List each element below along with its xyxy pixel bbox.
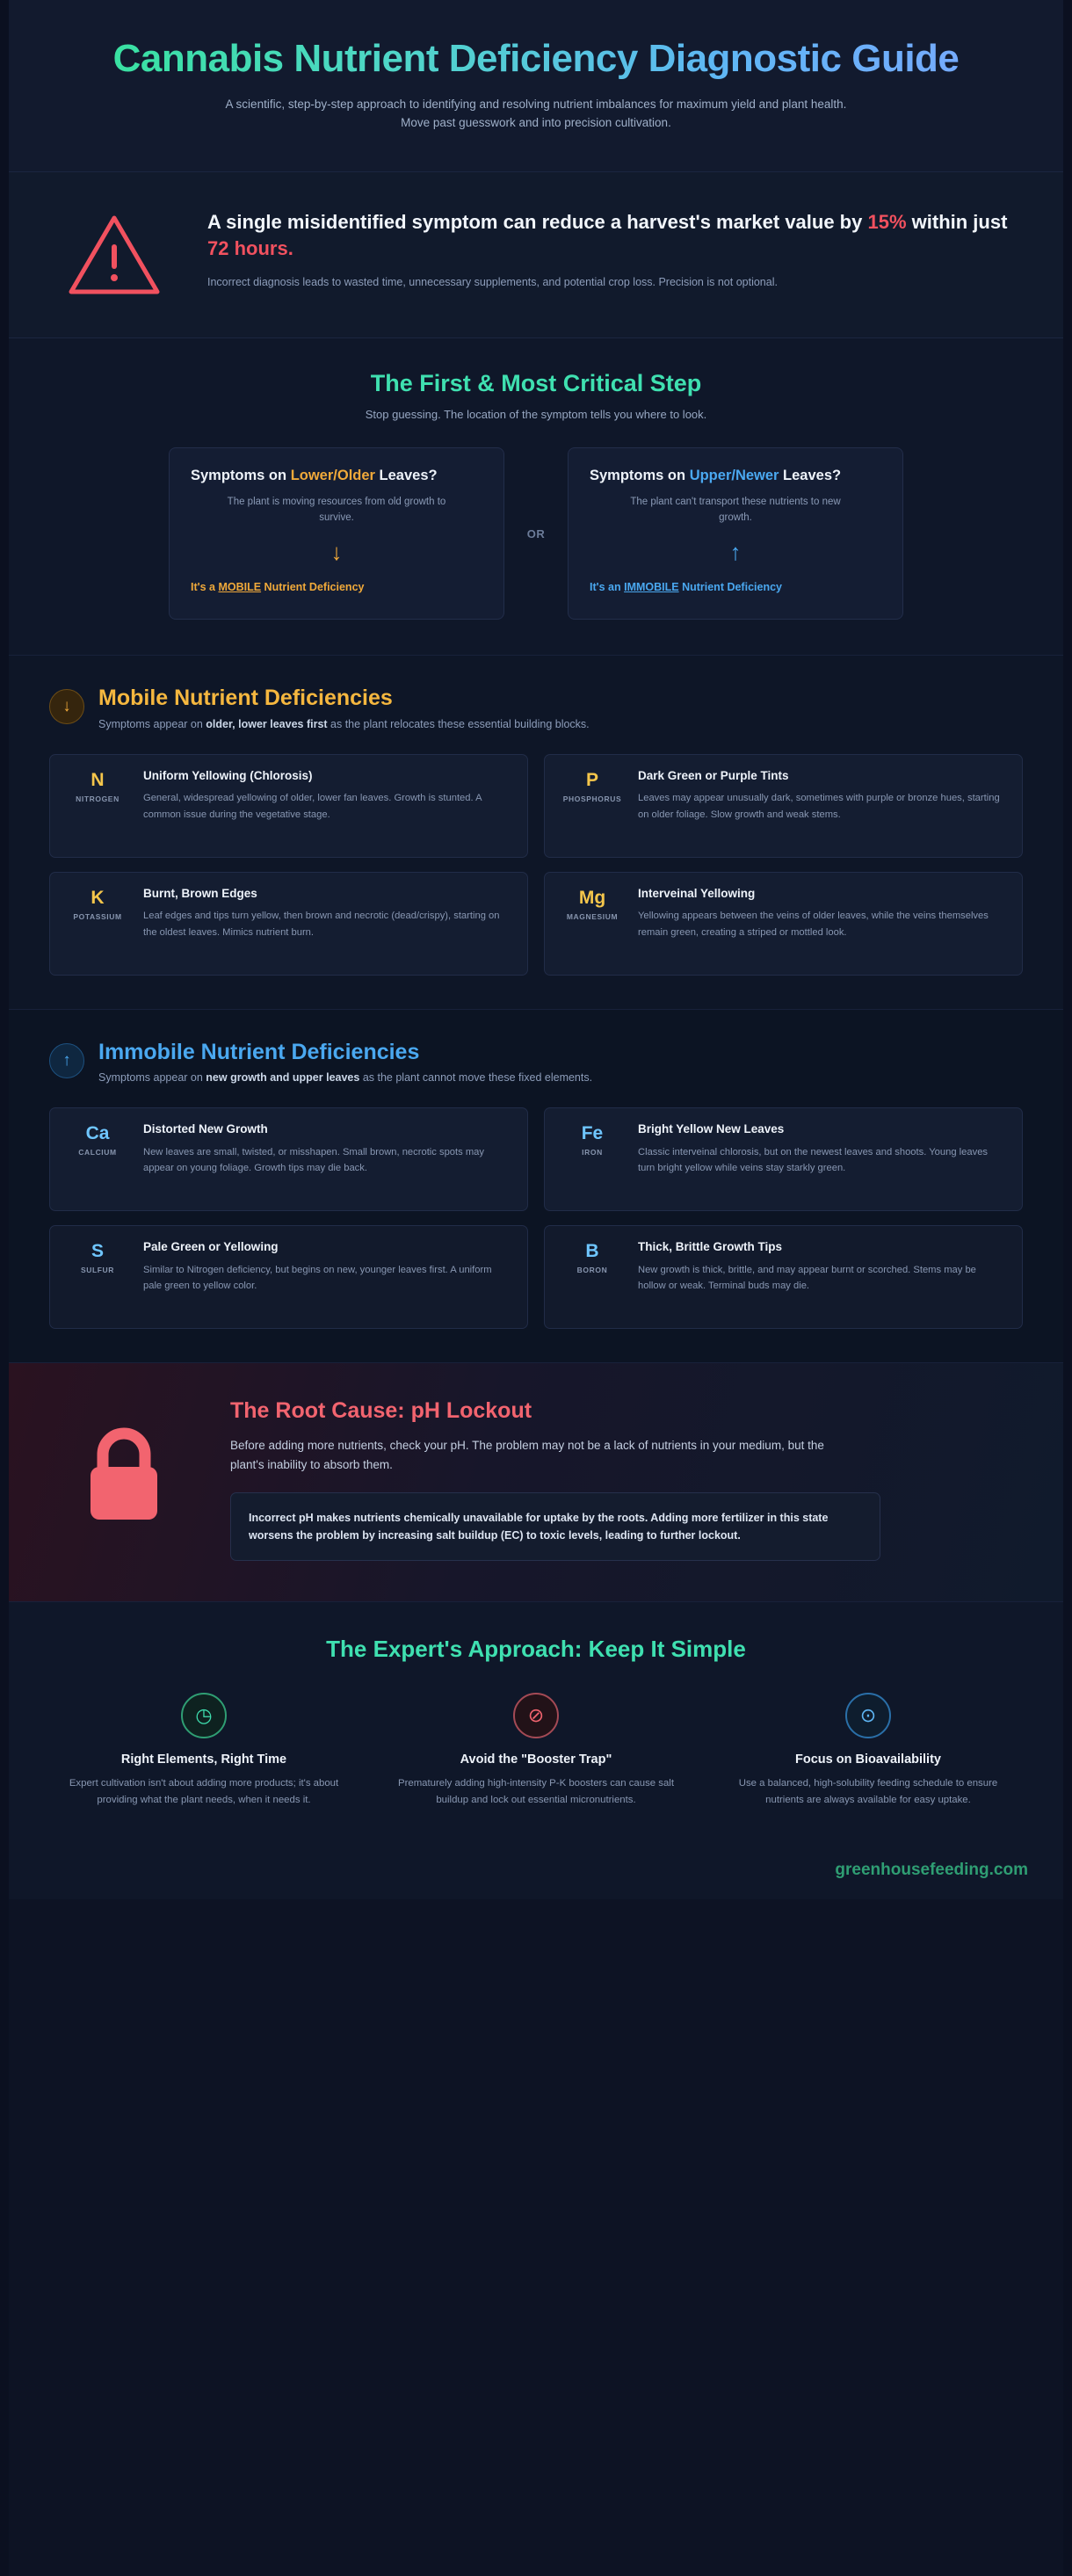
expert-title: The Expert's Approach: Keep It Simple: [326, 1636, 746, 1663]
branch-mobile-verdict-emphasis: MOBILE: [218, 580, 262, 593]
mobile-sub-prefix: Symptoms appear on: [98, 717, 206, 730]
immobile-card-grid: [49, 1107, 1023, 1329]
first-step-title: The First & Most Critical Step: [370, 370, 702, 397]
ph-note: Incorrect pH makes nutrients chemically unavailable for uptake by the roots. Adding more fertilizer in this state worsens the problem by increasing salt buildup (EC) to toxic levels, leading to further lockout.: [230, 1492, 880, 1562]
expert-tip: [49, 1693, 359, 1808]
nutrient-symbol: S: [91, 1241, 104, 1262]
mobile-card-grid: [49, 754, 1023, 976]
branch-immobile-desc: The plant can't transport these nutrients to new growth.: [630, 497, 841, 523]
branch-mobile-verdict-suffix: Nutrient Deficiency: [261, 580, 365, 593]
nutrient-card-title: Interveinal Yellowing: [638, 886, 756, 900]
hero-section: [9, 0, 1063, 172]
branch-mobile-title-prefix: Symptoms on: [191, 468, 291, 484]
nutrient-card: [544, 754, 1023, 858]
nutrient-symbol: P: [585, 769, 598, 790]
nutrient-symbol-block: [559, 1240, 626, 1312]
nutrient-name: PHOSPHORUS: [562, 794, 622, 803]
alert-stat-time: 72 hours.: [207, 236, 293, 259]
branch-immobile-verdict-emphasis: IMMOBILE: [624, 580, 679, 593]
left-rail: [0, 0, 9, 2576]
branch-mobile-title-suffix: Leaves?: [374, 468, 438, 484]
ph-lockout-section: [9, 1363, 1063, 1602]
alert-stat-value: 15%: [867, 211, 907, 234]
expert-tip-desc: Use a balanced, high-solubility feeding schedule to ensure nutrients are always available for easy uptake.: [738, 1778, 998, 1805]
expert-tip-title: Focus on Bioavailability: [795, 1752, 941, 1767]
branch-separator: OR: [526, 526, 546, 541]
ph-body-text: Before adding more nutrients, check your pH. The problem may not be a lack of nutrients in your medium, but the plant's inability to absorb them.: [230, 1439, 824, 1471]
nutrient-symbol: N: [91, 769, 105, 790]
alert-section: [9, 172, 1063, 338]
warning-triangle-icon: [62, 207, 167, 297]
expert-section: [9, 1602, 1063, 1838]
nutrient-card-title: Uniform Yellowing (Chlorosis): [143, 768, 313, 782]
immobile-sub-bold: new growth and upper leaves: [206, 1071, 360, 1085]
alert-body-text: Incorrect diagnosis leads to wasted time, unnecessary supplements, and potential crop loss. Precision is not optional.: [207, 276, 778, 289]
expert-tip-desc: Expert cultivation isn't about adding more products; it's about providing what the plant needs, when it needs it.: [69, 1778, 339, 1805]
hero-subtitle: A scientific, step-by-step approach to identifying and resolving nutrient imbalances for maximum yield and plant health. Move past guesswork and into precision cultivation.: [225, 98, 847, 130]
nutrient-card-desc: Leaf edges and tips turn yellow, then brown and necrotic (dead/crispy), starting on the oldest leaves. Mimics nutrient burn.: [143, 911, 500, 938]
mobile-sub-suffix: as the plant relocates these essential building blocks.: [327, 717, 590, 730]
arrow-up-circle-icon: ↑: [49, 1043, 84, 1078]
expert-tip-title: Right Elements, Right Time: [120, 1752, 287, 1767]
nutrient-symbol-block: [559, 769, 626, 841]
expert-tip: [713, 1693, 1023, 1808]
immobile-sub-prefix: Symptoms appear on: [98, 1071, 206, 1085]
branch-row: [58, 447, 1014, 620]
nutrient-name: IRON: [582, 1148, 603, 1157]
check-circle-icon: ⊙: [845, 1693, 891, 1738]
mobile-group-header: [49, 686, 1023, 733]
nutrient-card-title: Thick, Brittle Growth Tips: [638, 1240, 783, 1254]
nutrient-symbol: Mg: [578, 887, 606, 908]
nutrient-card-title: Pale Green or Yellowing: [143, 1240, 279, 1254]
nutrient-card-desc: Leaves may appear unusually dark, sometimes with purple or bronze hues, starting on older foliage. Slow growth and weak stems.: [638, 793, 1000, 820]
nutrient-name: SULFUR: [80, 1266, 115, 1275]
page-title: Cannabis Nutrient Deficiency Diagnostic Guide: [62, 37, 1010, 80]
expert-tip-desc: Prematurely adding high-intensity P-K boosters can cause salt buildup and lock out essential micronutrients.: [397, 1778, 675, 1805]
nutrient-symbol-block: [64, 1122, 131, 1194]
alert-headline-part2: within just: [906, 211, 1008, 234]
nutrient-card: [544, 1225, 1023, 1329]
nutrient-card-title: Distorted New Growth: [143, 1122, 268, 1136]
branch-card-mobile: [169, 447, 504, 620]
ph-title: The Root Cause: pH Lockout: [230, 1398, 532, 1424]
mobile-sub-bold: older, lower leaves first: [206, 717, 328, 730]
branch-immobile-title-accent: Upper/Newer: [689, 468, 779, 484]
footer-brand: greenhousefeeding.com: [9, 1838, 1063, 1899]
immobile-group-subtitle: [98, 1070, 592, 1086]
nutrient-card-desc: New leaves are small, twisted, or misshapen. Small brown, necrotic spots may appear on young foliage. Growth tips may die back.: [143, 1146, 484, 1174]
immobile-group-header: [49, 1040, 1023, 1087]
nutrient-name: MAGNESIUM: [566, 911, 619, 921]
mobile-group-subtitle: [98, 716, 590, 733]
nutrient-symbol-block: [64, 769, 131, 841]
nutrient-card-title: Bright Yellow New Leaves: [638, 1122, 785, 1136]
clock-icon: ◷: [181, 1693, 227, 1738]
nutrient-name: BORON: [576, 1266, 608, 1275]
branch-immobile-title-suffix: Leaves?: [779, 468, 842, 484]
nutrient-name: CALCIUM: [78, 1148, 117, 1157]
branch-immobile-verdict-suffix: Nutrient Deficiency: [678, 580, 782, 593]
first-step-section: [9, 338, 1063, 656]
nutrient-card: [49, 1107, 528, 1211]
nutrient-card-desc: Yellowing appears between the veins of older leaves, while the veins themselves remain green, creating a striped or mottled look.: [638, 911, 989, 938]
nutrient-card: [544, 1107, 1023, 1211]
nutrient-name: POTASSIUM: [73, 911, 122, 921]
branch-immobile-verdict-prefix: It's an: [590, 580, 625, 593]
nutrient-card: [544, 872, 1023, 976]
immobile-nutrients-section: [9, 1010, 1063, 1364]
nutrient-symbol-block: [64, 887, 131, 959]
mobile-group-title: Mobile Nutrient Deficiencies: [98, 686, 393, 711]
alert-headline: [207, 209, 1010, 261]
nutrient-symbol: K: [91, 887, 105, 908]
alert-headline-part1: A single misidentified symptom can reduce a harvest's market value by: [207, 211, 868, 234]
immobile-group-title: Immobile Nutrient Deficiencies: [98, 1039, 420, 1064]
expert-tips-grid: [49, 1693, 1023, 1808]
arrow-down-circle-icon: ↓: [49, 689, 84, 724]
branch-immobile-verdict: [590, 579, 881, 596]
nutrient-card-desc: Classic interveinal chlorosis, but on the newest leaves and shoots. Young leaves turn bright yellow while veins stay starkly green.: [638, 1146, 989, 1174]
branch-mobile-title-accent: Lower/Older: [290, 468, 375, 484]
no-entry-icon: ⊘: [513, 1693, 559, 1738]
lock-icon: [58, 1398, 190, 1527]
branch-immobile-title-prefix: Symptoms on: [590, 468, 690, 484]
nutrient-card: [49, 1225, 528, 1329]
branch-mobile-verdict: [191, 579, 482, 596]
arrow-up-icon: ↑: [729, 538, 742, 565]
arrow-down-icon: ↓: [330, 538, 343, 565]
branch-mobile-desc: The plant is moving resources from old growth to survive.: [227, 497, 446, 523]
expert-tip: [381, 1693, 691, 1808]
branch-immobile-title: [590, 468, 881, 484]
branch-mobile-title: [191, 468, 482, 484]
nutrient-card-title: Dark Green or Purple Tints: [638, 768, 789, 782]
right-rail: [1063, 0, 1072, 2576]
nutrient-symbol-block: [64, 1240, 131, 1312]
nutrient-symbol: B: [585, 1241, 599, 1262]
branch-card-immobile: [568, 447, 903, 620]
branch-mobile-verdict-prefix: It's a: [191, 580, 219, 593]
mobile-nutrients-section: [9, 656, 1063, 1010]
nutrient-symbol: Fe: [581, 1123, 604, 1144]
nutrient-card-desc: New growth is thick, brittle, and may appear burnt or scorched. Stems may be hollow or weak. Terminal buds may die.: [638, 1264, 976, 1292]
first-step-subtitle: Stop guessing. The location of the symptom tells you where to look.: [365, 408, 707, 422]
immobile-sub-suffix: as the plant cannot move these fixed elements.: [359, 1071, 593, 1085]
nutrient-symbol: Ca: [85, 1123, 110, 1144]
nutrient-symbol-block: [559, 1122, 626, 1194]
nutrient-card-title: Burnt, Brown Edges: [143, 886, 257, 900]
nutrient-name: NITROGEN: [76, 794, 120, 803]
nutrient-card-desc: Similar to Nitrogen deficiency, but begins on new, younger leaves first. A uniform pale green to yellow color.: [143, 1264, 492, 1292]
nutrient-card: [49, 872, 528, 976]
expert-tip-title: Avoid the "Booster Trap": [460, 1752, 612, 1767]
nutrient-card-desc: General, widespread yellowing of older, lower fan leaves. Growth is stunted. A common issue during the vegetative stage.: [143, 793, 482, 820]
nutrient-card: [49, 754, 528, 858]
nutrient-symbol-block: [559, 887, 626, 959]
